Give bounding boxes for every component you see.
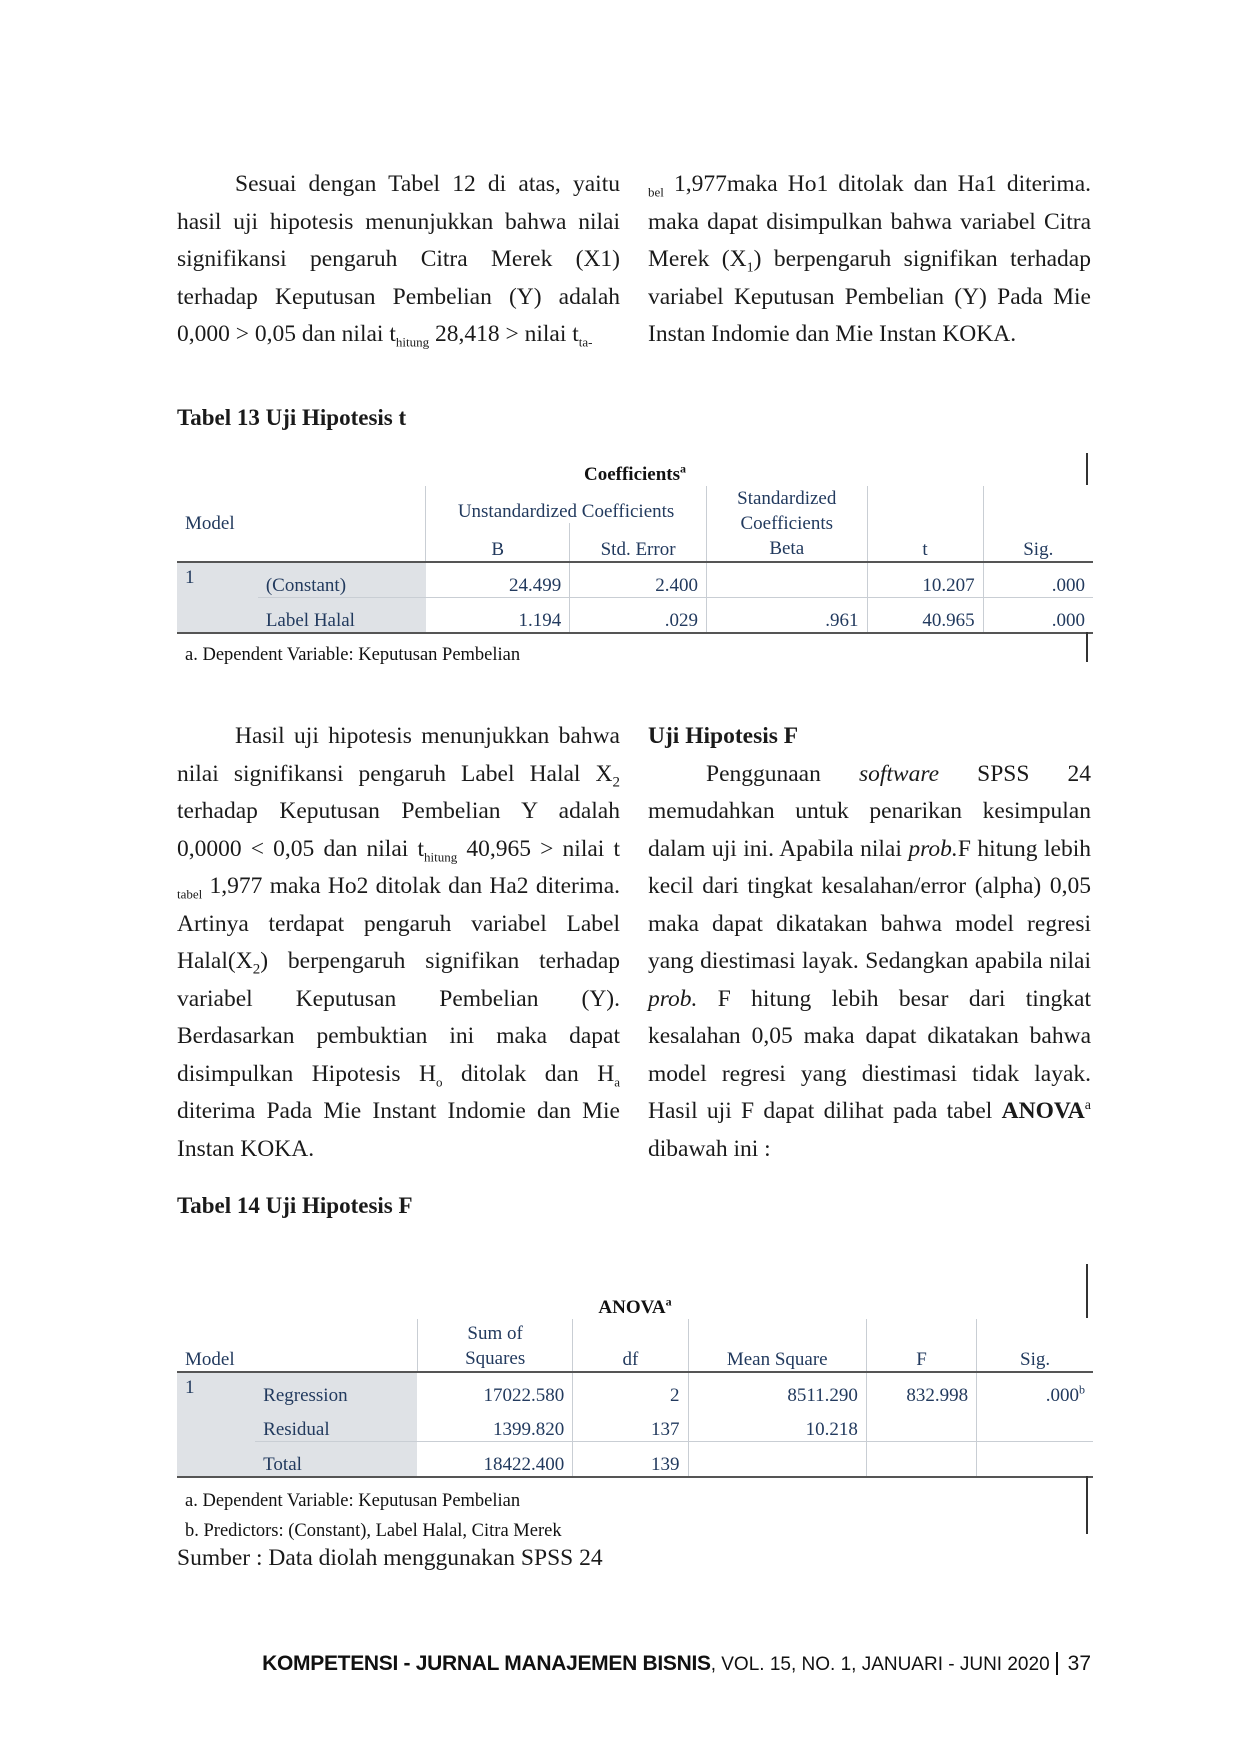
table14-caption: Tabel 14 Uji Hipotesis F <box>177 1193 413 1218</box>
table14-model-number: 1 <box>177 1372 255 1477</box>
top-right-column <box>648 166 1091 354</box>
table14-anova <box>177 1285 1093 1542</box>
section-heading-uji-f: Uji Hipotesis F <box>648 723 799 749</box>
table14-note-b: b. Predictors: (Constant), Label Halal, Citra Merek <box>185 1521 562 1541</box>
table14-cell: .000$^b$ <box>977 1372 1093 1407</box>
table13-cell: 10.207 <box>867 562 983 598</box>
top-left-column <box>177 166 620 354</box>
page-number: 37 <box>1056 1652 1091 1675</box>
table14-cell <box>688 1442 866 1478</box>
page-footer <box>262 1652 1091 1676</box>
table13-row-label: Label Halal <box>258 598 426 634</box>
table13-cell: .961 <box>706 598 867 634</box>
table14-cell: 139 <box>573 1442 688 1478</box>
table13-cell: 40.965 <box>867 598 983 634</box>
table13-cell: .000 <box>983 598 1093 634</box>
table13-model-number: 1 <box>177 562 258 633</box>
table14-cell: 17022.580 <box>483 1385 565 1406</box>
table13-cell: .000 <box>983 562 1093 598</box>
table13-header-t: t <box>867 523 983 562</box>
table13-coefficients <box>177 452 1093 666</box>
table14-title: ANOVA$^a$ <box>598 1294 672 1318</box>
journal-issue: , VOL. 15, NO. 1, JANUARI - JUNI 2020 <box>710 1654 1050 1675</box>
table13-header-sig: Sig. <box>983 523 1093 562</box>
table13-cell: 24.499 <box>426 562 570 598</box>
journal-name: KOMPETENSI - JURNAL MANAJEMEN BISNIS <box>262 1652 711 1675</box>
table14-cell: 137 <box>573 1407 688 1442</box>
table13-cell: 1.194 <box>426 598 570 634</box>
table13-title: Coefficients$^a$ <box>583 461 687 485</box>
table13-cell: 2.400 <box>570 562 707 598</box>
table14-cell <box>977 1442 1093 1478</box>
table14-row-label: Regression <box>255 1372 417 1407</box>
table14-right-bar-bottom <box>1086 1476 1088 1534</box>
paragraph-label-halal-result: Hasil uji hipotesis menunjukkan bahwa nilai signifikansi pengaruh Label Halal $X_2$ terhadap Keputusan Pembelian Y adalah 0,0000 < 0,05 dan nilai $t_{hitung}$ 40,965 > nilai t $_{tabel}$ 1,977 maka Ho2 ditolak dan Ha2 diterima. Artinya terdapat pengaruh variabel Label $Halal(X_2)$ berpengaruh signifikan terhadap variabel Keputusan Pembelian (Y). Berdasarkan pembuktian ini maka dapat disimpulkan Hipotesis $H_o$ ditolak dan $H_a$ diterima Pada Mie Instant Indomie dan Mie Instan KOKA. <box>177 723 620 1162</box>
table14-cell <box>866 1407 976 1442</box>
paragraph-uji-f: Penggunaan software SPSS 24 memudahkan untuk penarikan kesimpulan dalam uji ini. Apabila nilai prob.F hitung lebih kecil dari tingkat kesalahan/error (alpha) 0,05 maka dapat dikatakan bahwa model regresi yang diestimasi layak. Sedangkan apabila nilai prob. F hitung lebih besar dari tingkat kesalahan 0,05 maka dapat dikatakan bahwa model regresi yang diestimasi tidak layak. Hasil uji F dapat dilihat pada tabel ANOVA$^a$ dibawah ini : <box>648 760 1091 1162</box>
table14-cell: 1399.820 <box>417 1407 572 1442</box>
table13-cell <box>706 562 867 598</box>
table13-header-unstandardized: Unstandardized Coefficients <box>426 486 707 523</box>
mid-right-column <box>648 718 1091 1168</box>
table13-row-label: (Constant) <box>258 562 426 598</box>
table14-header-f: F <box>866 1319 976 1372</box>
table14-cell: 8511.290 <box>688 1372 866 1407</box>
table14-header-sum-of-squares: Sum of Squares <box>417 1319 572 1372</box>
table13-header-model: Model <box>185 512 235 534</box>
paragraph-citra-merek-conclusion: $_{bel}$ 1,977maka Ho1 ditolak dan Ha1 diterima. maka dapat disimpulkan bahwa variabel Citra Merek $(X_1)$ berpengaruh signifikan terhadap variabel Keputusan Pembelian (Y) Pada Mie Instan Indomie dan Mie Instan KOKA. <box>648 171 1091 347</box>
table14-cell: 832.998 <box>866 1372 976 1407</box>
table14-row-label: Residual <box>255 1407 417 1442</box>
table14-header-mean-square: Mean Square <box>688 1319 866 1372</box>
table14-header-sig: Sig. <box>977 1319 1093 1372</box>
table14-cell <box>977 1407 1093 1442</box>
table14-cell: 18422.400 <box>417 1442 572 1478</box>
table13-header-std-error: Std. Error <box>570 523 707 562</box>
table13-caption: Tabel 13 Uji Hipotesis t <box>177 405 407 430</box>
table13-cell: .029 <box>570 598 707 634</box>
mid-left-column <box>177 718 620 1168</box>
table14-header-model: Model <box>177 1319 417 1372</box>
table14-cell <box>866 1442 976 1478</box>
table13-header-b: B <box>426 523 570 562</box>
table13-note: a. Dependent Variable: Keputusan Pembelian <box>185 645 521 665</box>
table14-row-label: Total <box>255 1442 417 1478</box>
paragraph-citra-merek-result: Sesuai dengan Tabel 12 di atas, yaitu hasil uji hipotesis menunjukkan bahwa nilai signifikansi pengaruh Citra Merek (X1) terhadap Keputusan Pembelian (Y) adalah 0,000 > 0,05 dan nilai $t_{hitung}$ 28,418 > nilai $t_{ta-}$ <box>177 171 620 350</box>
table14-cell: 2 <box>573 1372 688 1407</box>
source-note: Sumber : Data diolah menggunakan SPSS 24 <box>177 1545 603 1571</box>
table13-header-standardized: Standardized Coefficients Beta <box>706 486 867 562</box>
table14-cell: 10.218 <box>688 1407 866 1442</box>
table13-right-bar-bottom <box>1086 632 1088 662</box>
table14-header-df: df <box>573 1319 688 1372</box>
table14-note-a: a. Dependent Variable: Keputusan Pembelian <box>185 1491 521 1511</box>
